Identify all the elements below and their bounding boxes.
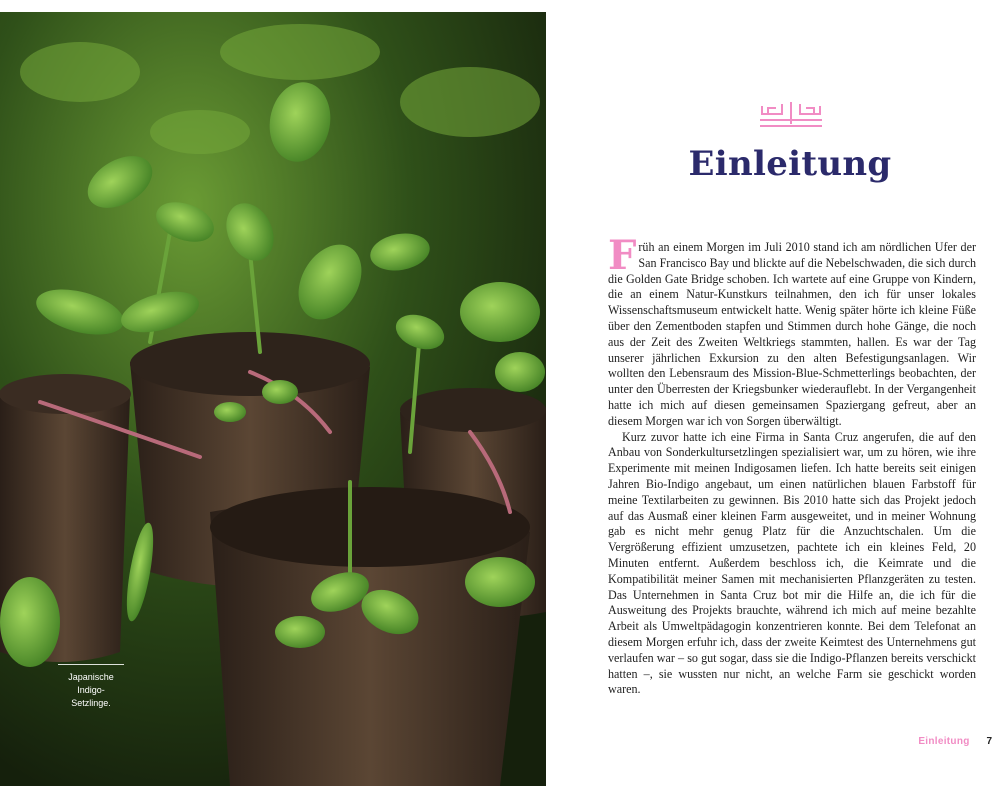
running-footer-label: Einleitung bbox=[918, 736, 970, 747]
paragraph-2: Kurz zuvor hatte ich eine Firma in Santa Cruz angerufen, die auf den Anbau von Sonderkultursetzlingen spezialisiert war, um zu hören, wie ihre Experimente mit meinen Indigosamen liefen. Ich hatte bereits seit einigen Jahren Bio-Indigo angebaut, um einen natürlichen blauen Farbstoff für meine Textilarbeiten zu gewinnen. Bis 2010 hatte sich das Projekt jedoch auf das Ausmaß einer kleinen Farm ausgeweitet, und in meiner Wohnung gab es nicht mehr genug Platz für die Anzuchtschalen. Um die Vergrößerung effizient umzusetzen, pachtete ich ein kleines Feld, 20 Minuten entfernt. Außerdem beschloss ich, die Keimrate und die Kompatibilität meiner Samen mit mechanisierten Pflanzgeräten zu testen. Das Unternehmen in Santa Cruz bot mir die Hilfe an, die ich für die Ausweitung des Projekts brauchte, während ich mich auf meine bezahlte Arbeit als Umweltpädagogin konzentrieren konnte. Bei dem Telefonat an diesem Morgen erfuhr ich, dass der zweite Keimtest des Unternehmens gut verlaufen war – so gut sogar, dass sie die Indigo-Pflanzen bereits verschickt hatten –, sie wussten nur nicht, an welche Farm sie geschickt worden waren. bbox=[608, 429, 976, 697]
plant-ornament-icon bbox=[758, 100, 824, 134]
paragraph-1-text: rüh an einem Morgen im Juli 2010 stand ich am nördlichen Ufer der San Francisco Bay und blickte auf die Nebelschwaden, die sich durch die Golden Gate Bridge schoben. Ich wartete auf eine Gruppe von Kindern, die an einem Natur-Kunstkurs teilnahmen, den ich für unser lokales Wissenschaftsmuseum entwickelt hatte. Wenig später hörte ich kleine Füße über den Zementboden stapfen und Stimmen durch hohe Gänge, die noch aus der Zeit des Zweiten Weltkriegs stammten, hallen. Es war der Tag unserer jährlichen Exkursion zu den alten Befestigungsanlagen. Wir wollten den Lebensraum des Mission-Blue-Schmetterlings beobachten, der unter den Überresten der Kriegsbunker wiederauflebt. In der Vergangenheit hatte ich mich auf diesen gemeinsamen Spaziergang gefreut, aber an diesem Morgen war ich von Sorgen überwältigt. bbox=[608, 240, 976, 428]
page-footer bbox=[918, 736, 992, 747]
chapter-title: Einleitung bbox=[688, 144, 892, 184]
chapter-body bbox=[608, 232, 976, 698]
drop-cap: F bbox=[608, 232, 637, 279]
seedlings-photo bbox=[0, 12, 546, 786]
page-number: 7 bbox=[986, 736, 992, 747]
paragraph-1 bbox=[608, 232, 976, 430]
photo-caption: Japanische Indigo- Setzlinge. bbox=[58, 664, 124, 710]
